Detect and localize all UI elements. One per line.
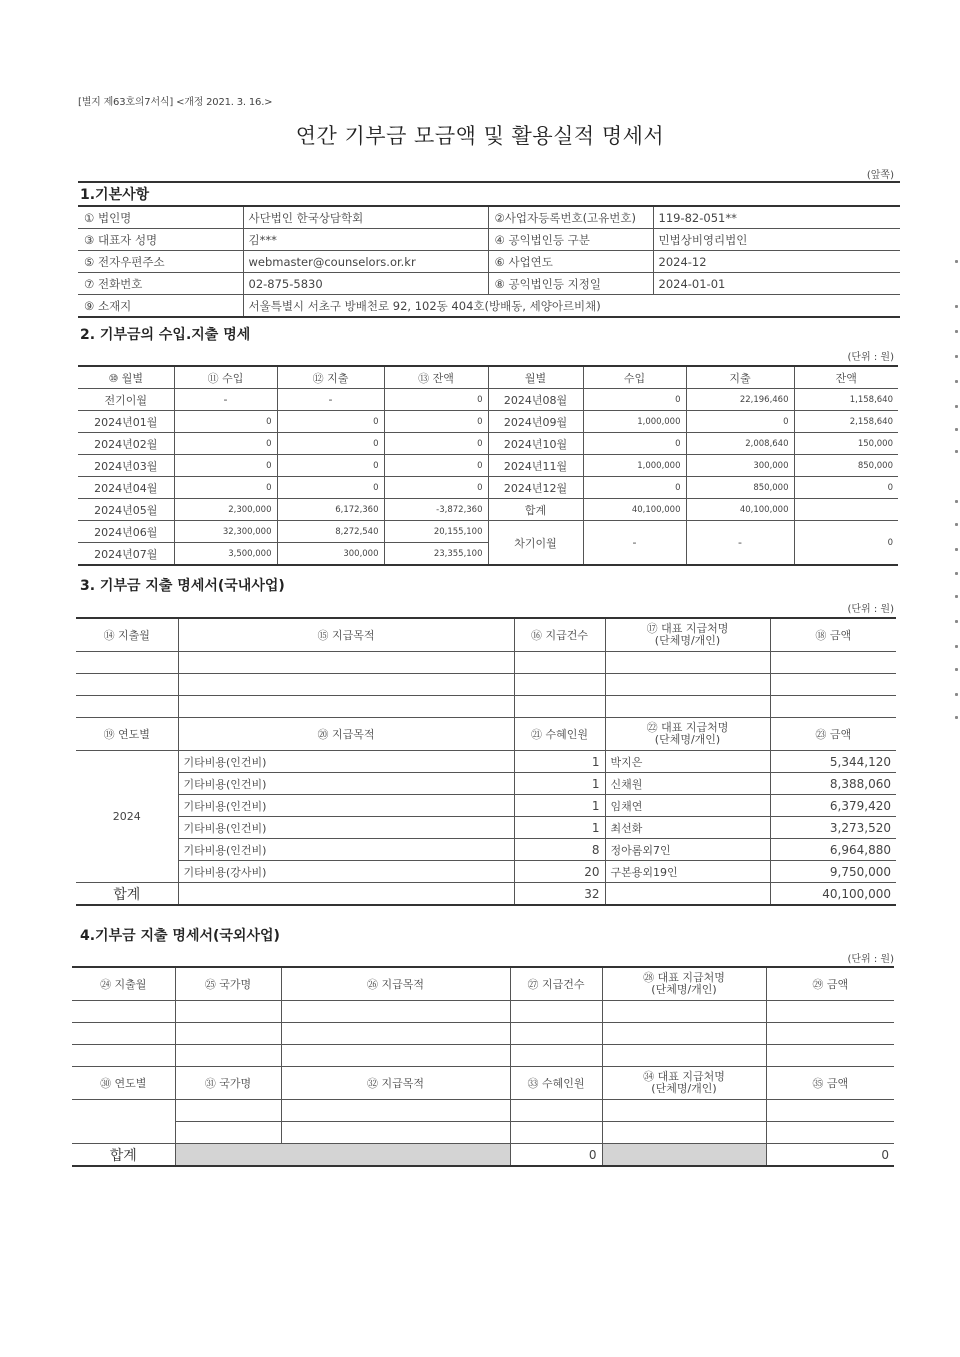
info-row bbox=[78, 206, 900, 229]
info-row bbox=[78, 295, 900, 318]
income-expense-table bbox=[78, 365, 898, 566]
header-row bbox=[72, 967, 894, 1001]
expense-cell: 22,196,460 bbox=[686, 389, 794, 411]
payee-cell: 구본용외19인 bbox=[605, 861, 770, 883]
info-row bbox=[78, 229, 900, 251]
value-corp-name: 사단법인 한국상담학회 bbox=[243, 206, 488, 229]
expense-cell: - bbox=[277, 389, 384, 411]
balance-cell: -3,872,360 bbox=[384, 499, 488, 521]
month-cell: 전기이월 bbox=[78, 389, 174, 411]
header-purpose: ㉜ 지급목적 bbox=[281, 1067, 510, 1100]
header-country: ㉛ 국가명 bbox=[175, 1067, 281, 1100]
table-row bbox=[78, 455, 898, 477]
amount-cell: 8,388,060 bbox=[770, 773, 896, 795]
payee-cell: 임채연 bbox=[605, 795, 770, 817]
value-address: 서울특별시 서초구 방배천로 92, 102동 404호(방배동, 세양아르비채) bbox=[243, 295, 900, 318]
value-biz-number: 119-82-051** bbox=[653, 206, 900, 229]
table-row bbox=[78, 499, 898, 521]
balance-cell: 150,000 bbox=[794, 433, 898, 455]
unit-label: (단위 : 원) bbox=[847, 352, 894, 363]
month-cell: 2024년08월 bbox=[488, 389, 583, 411]
empty-row bbox=[76, 674, 896, 696]
table-row bbox=[78, 433, 898, 455]
header-payee-line1: ⑰ 대표 지급처명 bbox=[646, 622, 729, 635]
month-cell: 2024년04월 bbox=[78, 477, 174, 499]
header-payee-line1: ㉘ 대표 지급처명 bbox=[643, 971, 725, 984]
header-income-right: 수입 bbox=[583, 366, 686, 389]
amount-cell: 9,750,000 bbox=[770, 861, 896, 883]
carryover-expense: - bbox=[686, 521, 794, 566]
header-year: ⑲ 연도별 bbox=[76, 718, 178, 751]
header-amount: ㉙ 금액 bbox=[766, 967, 894, 1001]
payee-cell: 최선화 bbox=[605, 817, 770, 839]
count-cell: 1 bbox=[514, 795, 605, 817]
balance-cell: 0 bbox=[794, 477, 898, 499]
value-phone: 02-875-5830 bbox=[243, 273, 488, 295]
unit-label: (단위 : 원) bbox=[847, 604, 894, 615]
header-payee-line2: (단체명/개인) bbox=[651, 983, 717, 996]
header-row bbox=[78, 366, 898, 389]
expense-cell: 300,000 bbox=[277, 543, 384, 566]
basic-info-table bbox=[78, 205, 900, 318]
header-payee-line2: (단체명/개인) bbox=[651, 1082, 717, 1095]
domestic-expense-table bbox=[76, 617, 896, 906]
month-cell: 2024년05월 bbox=[78, 499, 174, 521]
total-count: 0 bbox=[510, 1144, 602, 1167]
table-row bbox=[76, 817, 896, 839]
unit-label: (단위 : 원) bbox=[847, 954, 894, 965]
divider bbox=[78, 181, 900, 183]
expense-cell: 0 bbox=[277, 411, 384, 433]
header-payee-line2: (단체명/개인) bbox=[654, 634, 721, 647]
header-payee-line1: ㉒ 대표 지급처명 bbox=[646, 721, 729, 734]
expense-cell: 850,000 bbox=[686, 477, 794, 499]
total-purpose bbox=[178, 883, 514, 906]
purpose-cell: 기타비용(인건비) bbox=[178, 839, 514, 861]
month-cell: 2024년06월 bbox=[78, 521, 174, 543]
month-cell: 2024년12월 bbox=[488, 477, 583, 499]
header-country: ㉕ 국가명 bbox=[175, 967, 281, 1001]
header-purpose: ⑮ 지급목적 bbox=[178, 618, 514, 652]
expense-cell: 0 bbox=[277, 455, 384, 477]
count-cell: 1 bbox=[514, 817, 605, 839]
income-cell: 0 bbox=[174, 477, 277, 499]
shaded-cell bbox=[175, 1144, 510, 1167]
value-representative: 김*** bbox=[243, 229, 488, 251]
income-cell: 1,000,000 bbox=[583, 411, 686, 433]
section3-title: 3. 기부금 지출 명세서(국내사업) bbox=[80, 578, 285, 594]
month-cell: 2024년11월 bbox=[488, 455, 583, 477]
section2-title: 2. 기부금의 수입.지출 명세 bbox=[80, 327, 251, 343]
balance-cell: 0 bbox=[384, 455, 488, 477]
header-income: ⑪ 수입 bbox=[174, 366, 277, 389]
table-row bbox=[78, 477, 898, 499]
payee-cell: 박지은 bbox=[605, 751, 770, 773]
month-cell: 2024년02월 bbox=[78, 433, 174, 455]
balance-cell: 2,158,640 bbox=[794, 411, 898, 433]
table-row bbox=[76, 795, 896, 817]
expense-cell: 0 bbox=[686, 411, 794, 433]
label-corp-type: ④ 공익법인등 구분 bbox=[488, 229, 653, 251]
total-income: 40,100,000 bbox=[583, 499, 686, 521]
header-payee bbox=[602, 967, 766, 1001]
amount-cell: 3,273,520 bbox=[770, 817, 896, 839]
document-title: 연간 기부금 모금액 및 활용실적 명세서 bbox=[295, 124, 665, 148]
income-cell: 0 bbox=[583, 433, 686, 455]
empty-row bbox=[72, 1122, 894, 1144]
label-email: ⑤ 전자우편주소 bbox=[78, 251, 243, 273]
count-cell: 1 bbox=[514, 751, 605, 773]
expense-cell: 0 bbox=[277, 477, 384, 499]
balance-cell: 0 bbox=[384, 433, 488, 455]
empty-row bbox=[76, 652, 896, 674]
expense-cell: 2,008,640 bbox=[686, 433, 794, 455]
balance-cell: 23,355,100 bbox=[384, 543, 488, 566]
shaded-cell bbox=[602, 1144, 766, 1167]
label-address: ⑨ 소재지 bbox=[78, 295, 243, 318]
income-cell: 3,500,000 bbox=[174, 543, 277, 566]
info-row bbox=[78, 273, 900, 295]
payee-cell: 신채원 bbox=[605, 773, 770, 795]
income-cell: - bbox=[174, 389, 277, 411]
value-corp-type: 민법상비영리법인 bbox=[653, 229, 900, 251]
total-row bbox=[76, 883, 896, 906]
header-month-right: 월별 bbox=[488, 366, 583, 389]
total-payee bbox=[605, 883, 770, 906]
income-cell: 32,300,000 bbox=[174, 521, 277, 543]
table-row bbox=[78, 389, 898, 411]
balance-cell: 0 bbox=[384, 389, 488, 411]
total-label: 합계 bbox=[76, 883, 178, 906]
header-payee-line1: ㉞ 대표 지급처명 bbox=[643, 1070, 725, 1083]
label-representative: ③ 대표자 성명 bbox=[78, 229, 243, 251]
count-cell: 1 bbox=[514, 773, 605, 795]
header-count: ⑯ 지급건수 bbox=[514, 618, 605, 652]
income-cell: 0 bbox=[174, 411, 277, 433]
month-cell: 2024년01월 bbox=[78, 411, 174, 433]
month-cell: 2024년09월 bbox=[488, 411, 583, 433]
label-biz-number: ②사업자등록번호(고유번호) bbox=[488, 206, 653, 229]
income-cell: 2,300,000 bbox=[174, 499, 277, 521]
header-row bbox=[72, 1067, 894, 1100]
header-expense: ⑫ 지출 bbox=[277, 366, 384, 389]
header-purpose: ⑳ 지급목적 bbox=[178, 718, 514, 751]
header-amount: ㉓ 금액 bbox=[770, 718, 896, 751]
empty-row bbox=[76, 696, 896, 718]
total-label: 합계 bbox=[72, 1144, 175, 1167]
header-payee-line2: (단체명/개인) bbox=[654, 733, 721, 746]
label-corp-name: ① 법인명 bbox=[78, 206, 243, 229]
header-amount: ㉟ 금액 bbox=[766, 1067, 894, 1100]
total-amount: 40,100,000 bbox=[770, 883, 896, 906]
table-row bbox=[78, 411, 898, 433]
income-cell: 0 bbox=[583, 389, 686, 411]
scan-edge-marks bbox=[955, 250, 958, 1250]
purpose-cell: 기타비용(인건비) bbox=[178, 773, 514, 795]
header-expense-month: ㉔ 지출월 bbox=[72, 967, 175, 1001]
count-cell: 8 bbox=[514, 839, 605, 861]
purpose-cell: 기타비용(인건비) bbox=[178, 795, 514, 817]
year-cell: 2024 bbox=[76, 751, 178, 883]
label-designation-date: ⑧ 공익법인등 지정일 bbox=[488, 273, 653, 295]
balance-cell: 0 bbox=[384, 477, 488, 499]
income-cell: 0 bbox=[174, 455, 277, 477]
empty-row bbox=[72, 1045, 894, 1067]
month-cell: 2024년07월 bbox=[78, 543, 174, 566]
total-balance bbox=[794, 499, 898, 521]
total-count: 32 bbox=[514, 883, 605, 906]
header-row bbox=[76, 618, 896, 652]
header-payee bbox=[602, 1067, 766, 1100]
table-row bbox=[76, 861, 896, 883]
value-email: webmaster@counselors.or.kr bbox=[243, 251, 488, 273]
expense-cell: 6,172,360 bbox=[277, 499, 384, 521]
empty-row bbox=[72, 1100, 894, 1122]
header-balance-right: 잔액 bbox=[794, 366, 898, 389]
expense-cell: 300,000 bbox=[686, 455, 794, 477]
month-cell: 2024년03월 bbox=[78, 455, 174, 477]
amount-cell: 5,344,120 bbox=[770, 751, 896, 773]
section1-title: 1.기본사항 bbox=[80, 187, 150, 203]
header-beneficiaries: ㉝ 수혜인원 bbox=[510, 1067, 602, 1100]
header-year: ㉚ 연도별 bbox=[72, 1067, 175, 1100]
header-balance: ⑬ 잔액 bbox=[384, 366, 488, 389]
side-label: (앞쪽) bbox=[866, 170, 894, 181]
header-purpose: ㉖ 지급목적 bbox=[281, 967, 510, 1001]
count-cell: 20 bbox=[514, 861, 605, 883]
table-row bbox=[76, 773, 896, 795]
purpose-cell: 기타비용(강사비) bbox=[178, 861, 514, 883]
income-cell: 0 bbox=[583, 477, 686, 499]
value-designation-date: 2024-01-01 bbox=[653, 273, 900, 295]
form-reference: [별지 제63호의7서식] <개정 2021. 3. 16.> bbox=[78, 97, 273, 108]
income-cell: 0 bbox=[174, 433, 277, 455]
total-row bbox=[72, 1144, 894, 1167]
table-row bbox=[78, 521, 898, 543]
amount-cell: 6,379,420 bbox=[770, 795, 896, 817]
header-row bbox=[76, 718, 896, 751]
header-count: ㉗ 지급건수 bbox=[510, 967, 602, 1001]
payee-cell: 정아롬외7인 bbox=[605, 839, 770, 861]
expense-cell: 0 bbox=[277, 433, 384, 455]
header-expense-month: ⑭ 지출월 bbox=[76, 618, 178, 652]
empty-row bbox=[72, 1001, 894, 1023]
income-cell: 1,000,000 bbox=[583, 455, 686, 477]
month-cell: 2024년10월 bbox=[488, 433, 583, 455]
value-fiscal-year: 2024-12 bbox=[653, 251, 900, 273]
expense-cell: 8,272,540 bbox=[277, 521, 384, 543]
table-row bbox=[76, 751, 896, 773]
total-amount: 0 bbox=[766, 1144, 894, 1167]
header-amount: ⑱ 금액 bbox=[770, 618, 896, 652]
balance-cell: 850,000 bbox=[794, 455, 898, 477]
section4-title: 4.기부금 지출 명세서(국외사업) bbox=[80, 928, 280, 944]
label-phone: ⑦ 전화번호 bbox=[78, 273, 243, 295]
balance-cell: 1,158,640 bbox=[794, 389, 898, 411]
carryover-income: - bbox=[583, 521, 686, 566]
empty-row bbox=[72, 1023, 894, 1045]
carryover-label: 차기이월 bbox=[488, 521, 583, 566]
total-label: 합계 bbox=[488, 499, 583, 521]
info-row bbox=[78, 251, 900, 273]
header-payee bbox=[605, 718, 770, 751]
header-month: ⑩ 월별 bbox=[78, 366, 174, 389]
total-expense: 40,100,000 bbox=[686, 499, 794, 521]
balance-cell: 20,155,100 bbox=[384, 521, 488, 543]
purpose-cell: 기타비용(인건비) bbox=[178, 817, 514, 839]
amount-cell: 6,964,880 bbox=[770, 839, 896, 861]
label-fiscal-year: ⑥ 사업연도 bbox=[488, 251, 653, 273]
header-expense-right: 지출 bbox=[686, 366, 794, 389]
purpose-cell: 기타비용(인건비) bbox=[178, 751, 514, 773]
table-row bbox=[76, 839, 896, 861]
balance-cell: 0 bbox=[384, 411, 488, 433]
header-payee bbox=[605, 618, 770, 652]
header-beneficiaries: ㉑ 수혜인원 bbox=[514, 718, 605, 751]
carryover-balance: 0 bbox=[794, 521, 898, 566]
overseas-expense-table bbox=[72, 966, 894, 1167]
